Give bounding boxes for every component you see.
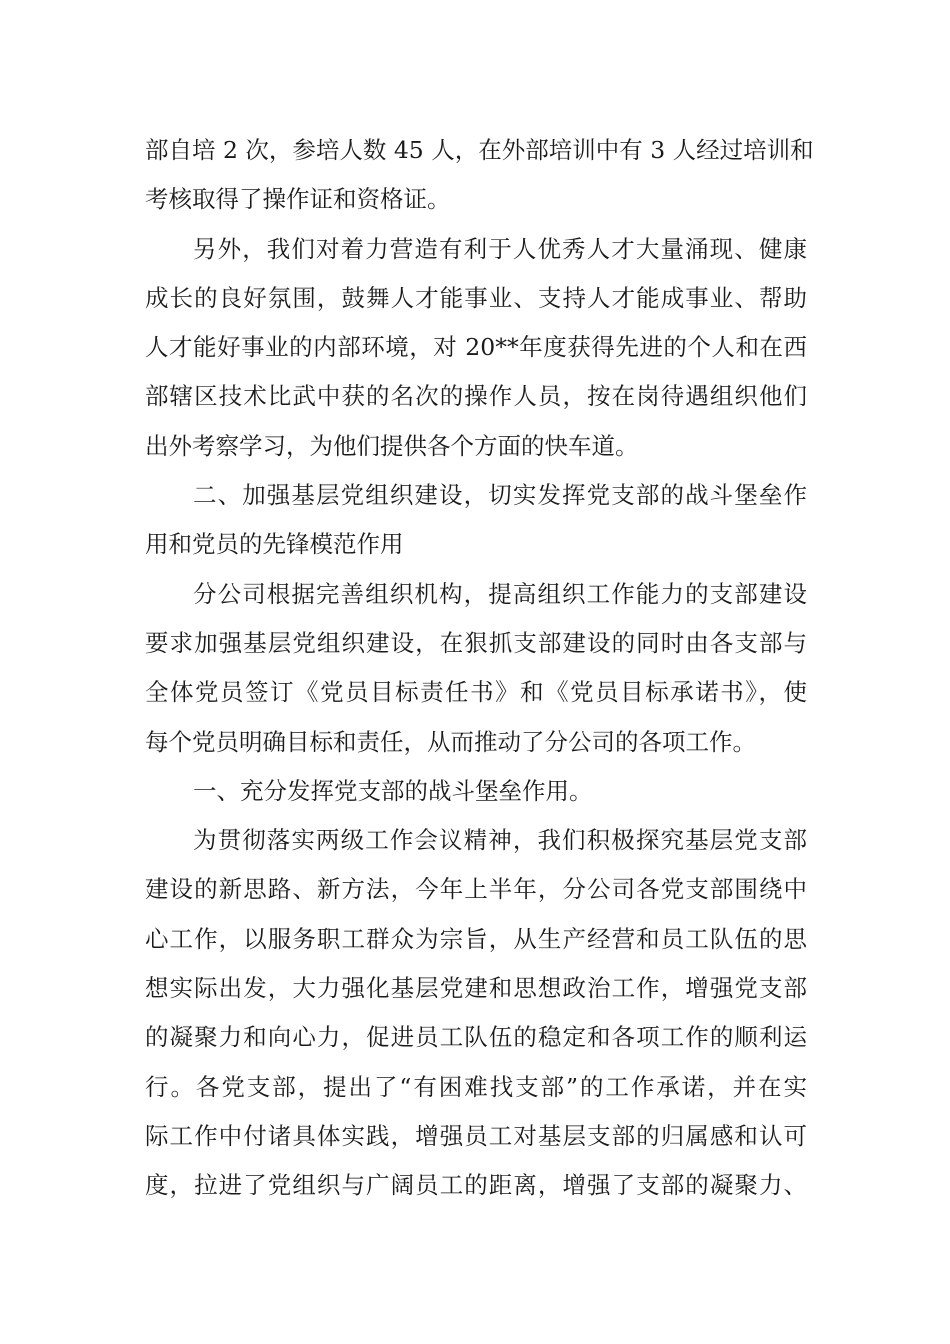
text-line: 的凝聚力和向心力，促进员工队伍的稳定和各项工作的顺利运 [145, 1023, 807, 1052]
text-line: 用和党员的先锋模范作用 [145, 530, 404, 559]
text-line: 二、加强基层党组织建设，切实发挥党支部的战斗堡垒作 [193, 481, 807, 510]
text-line: 一、充分发挥党支部的战斗堡垒作用。 [193, 776, 593, 805]
text-line: 度，拉进了党组织与广阔员工的距离，增强了支部的凝聚力、 [145, 1171, 807, 1200]
text-line: 每个党员明确目标和责任，从而推动了分公司的各项工作。 [145, 727, 756, 756]
text-line: 建设的新思路、新方法，今年上半年，分公司各党支部围绕中 [145, 875, 807, 904]
text-line: 考核取得了操作证和资格证。 [145, 185, 451, 214]
text-line: 部辖区技术比武中获的名次的操作人员，按在岗待遇组织他们 [145, 382, 807, 411]
text-line: 分公司根据完善组织机构，提高组织工作能力的支部建设 [193, 579, 807, 608]
text-line: 际工作中付诸具体实践，增强员工对基层支部的归属感和认可 [145, 1121, 807, 1150]
text-line: 想实际出发，大力强化基层党建和思想政治工作，增强党支部 [145, 974, 807, 1003]
text-line: 行。各党支部，提出了“有困难找支部”的工作承诺，并在实 [145, 1072, 807, 1101]
text-line: 人才能好事业的内部环境，对 20**年度获得先进的个人和在西 [145, 333, 807, 362]
text-line: 为贯彻落实两级工作会议精神，我们积极探究基层党支部 [193, 826, 807, 855]
text-line: 心工作，以服务职工群众为宗旨，从生产经营和员工队伍的思 [145, 924, 807, 953]
text-line: 要求加强基层党组织建设，在狠抓支部建设的同时由各支部与 [145, 628, 807, 657]
text-line: 成长的良好氛围，鼓舞人才能事业、支持人才能成事业、帮助 [145, 283, 807, 312]
text-line: 另外，我们对着力营造有利于人优秀人才大量涌现、健康 [193, 234, 807, 263]
text-line: 部自培 2 次，参培人数 45 人，在外部培训中有 3 人经过培训和 [145, 136, 814, 164]
text-line: 出外考察学习，为他们提供各个方面的快车道。 [145, 431, 639, 460]
text-line: 全体党员签订《党员目标责任书》和《党员目标承诺书》，使 [145, 678, 807, 707]
document-body [145, 126, 814, 1211]
